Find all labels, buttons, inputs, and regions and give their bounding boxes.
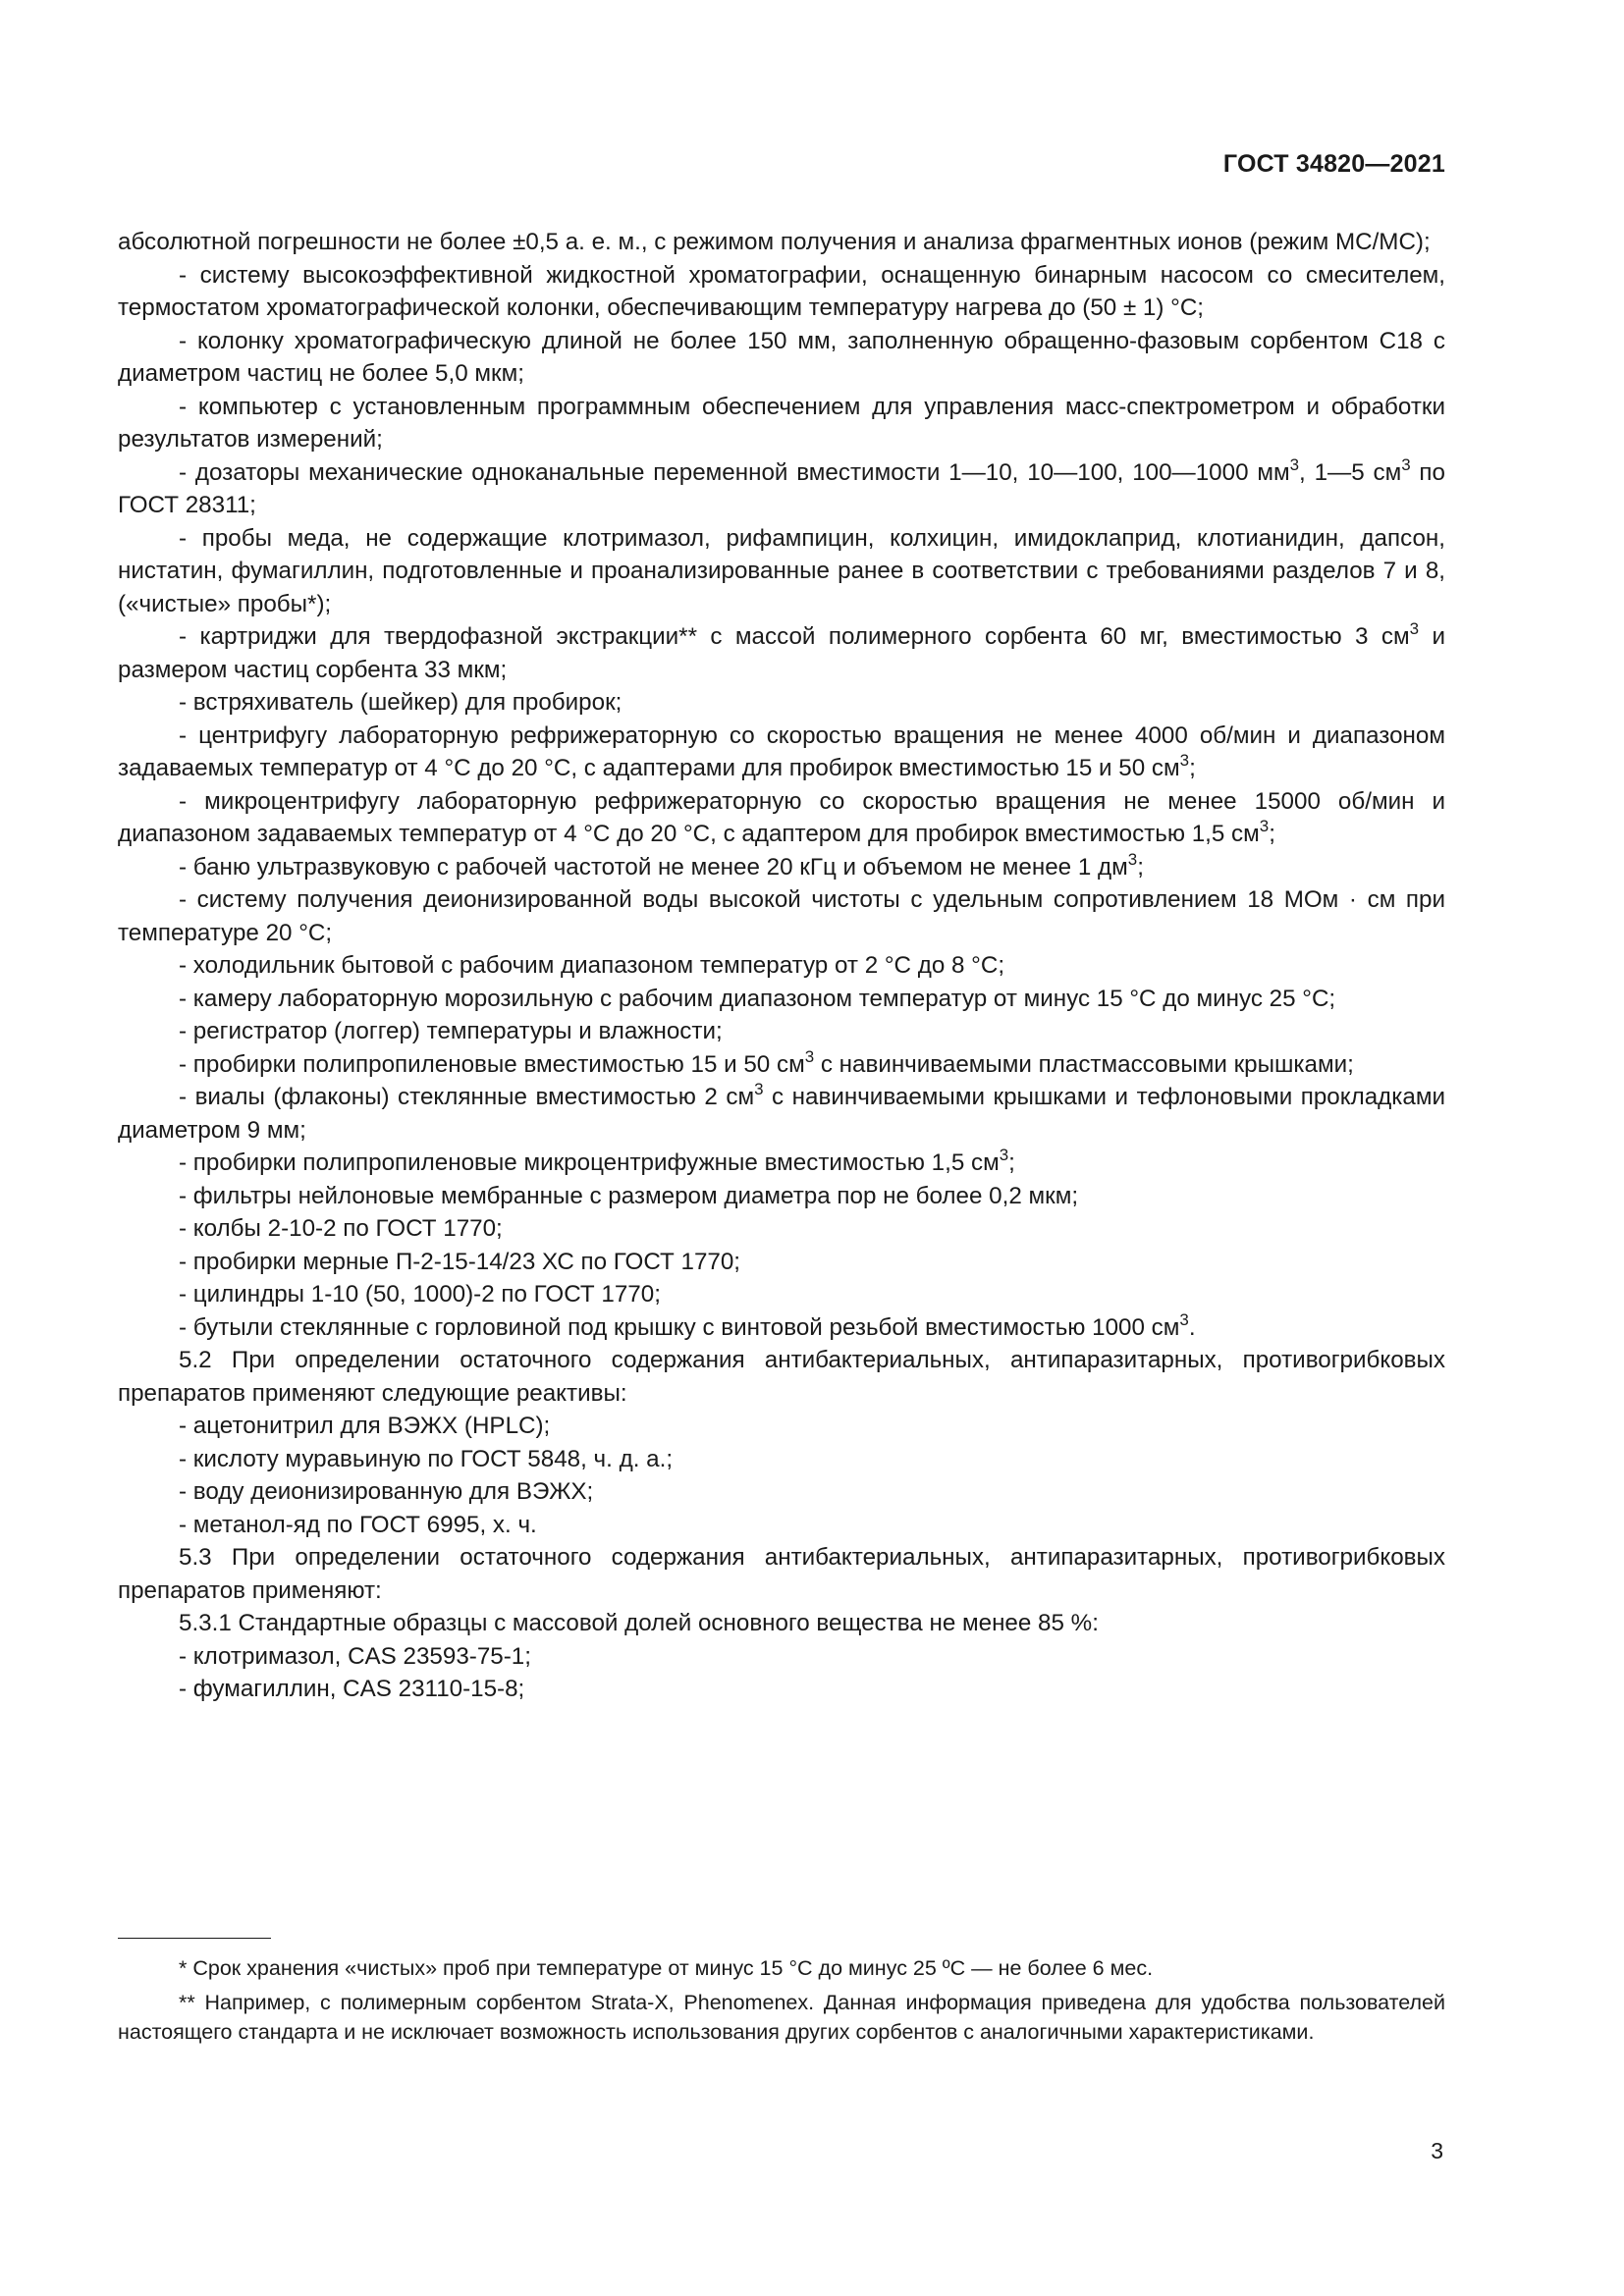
body-paragraph: - кислоту муравьиную по ГОСТ 5848, ч. д. а.; <box>179 1445 674 1472</box>
body-paragraph: - систему получения деионизированной воды высокой чистоты с удельным сопротивлением 18 МОм · см при температуре 20 °С; <box>118 886 1445 946</box>
body-paragraph: - пробирки полипропиленовые вместимостью 15 и 50 $см^3$ с навинчиваемыми пластмассовыми крышками; <box>179 1046 1354 1078</box>
body-paragraph: - клотримазол, CAS 23593-75-1; <box>179 1642 531 1670</box>
body-paragraph: - пробирки полипропиленовые микроцентрифужные вместимостью 1,5 $см^3$; <box>179 1145 1015 1176</box>
body-paragraph: - цилиндры 1-10 (50, 1000)-2 по ГОСТ 1770; <box>179 1281 661 1308</box>
body-paragraph: - пробы меда, не содержащие клотримазол, рифампицин, колхицин, имидоклаприд, клотианидин, дапсон, нистатин, фумагиллин, подготовленные и проанализированные ранее в соответствии с требованиями разделов 7 и 8, («чистые» пробы*); <box>118 524 1445 617</box>
body-paragraph: - картриджи для твердофазной экстракции** с массой полимерного сорбента 60 мг, вместимостью 3 $см^3$ и размером частиц сорбента 33 мкм; <box>118 618 1446 683</box>
page-number: 3 <box>1431 2138 1443 2163</box>
body-paragraph: - фумагиллин, CAS 23110-15-8; <box>179 1676 525 1702</box>
body-paragraph: абсолютной погрешности не более ±0,5 а. е. м., с режимом получения и анализа фрагментных ионов (режим МС/МС); <box>118 229 1431 255</box>
body-paragraph: - компьютер с установленным программным обеспечением для управления масс-спектрометром и обработки результатов измерений; <box>118 393 1445 453</box>
footnote: * Срок хранения «чистых» проб при температуре от минус 15 °С до минус 25 ºС — не более 6 мес. <box>179 1956 1154 1980</box>
body-paragraph: - ацетонитрил для ВЭЖХ (HPLC); <box>179 1413 551 1439</box>
body-paragraph: - камеру лабораторную морозильную с рабочим диапазоном температур от минус 15 °С до минус 25 °С; <box>179 985 1336 1012</box>
body-paragraph: - баню ультразвуковую с рабочей частотой не менее 20 кГц и объемом не менее 1 $дм^3$; <box>179 849 1144 881</box>
body-paragraph: - регистратор (логгер) температуры и влажности; <box>179 1018 723 1044</box>
body-paragraph: - пробирки мерные П-2-15-14/23 ХС по ГОСТ 1770; <box>179 1248 741 1275</box>
body-paragraph: - холодильник бытовой с рабочим диапазоном температур от 2 °С до 8 °С; <box>179 952 1005 979</box>
body-paragraph: - метанол-яд по ГОСТ 6995, х. ч. <box>179 1511 537 1538</box>
body-paragraph: - дозаторы механические одноканальные переменной вместимости 1—10, 10—100, 100—1000 $мм^3$, 1—5 $см^3$ по ГОСТ 28311; <box>118 454 1445 518</box>
footnotes <box>118 1953 1445 2052</box>
body-paragraph: - воду деионизированную для ВЭЖХ; <box>179 1478 594 1505</box>
body-paragraph: - систему высокоэффективной жидкостной хроматографии, оснащенную бинарным насосом со смесителем, термостатом хроматографической колонки, обеспечивающим температуру нагрева до (50 ± 1) °С; <box>118 261 1445 321</box>
body-paragraph: - центрифугу лабораторную рефрижераторную со скоростью вращения не менее 4000 об/мин и диапазоном задаваемых температур от 4 °С до 20 °С, с адаптерами для пробирок вместимостью 15 и 50 $см^3$; <box>118 721 1445 781</box>
body-paragraph: 5.3.1 Стандартные образцы с массовой долей основного вещества не менее 85 %: <box>179 1610 1099 1636</box>
body-paragraph: - микроцентрифугу лабораторную рефрижераторную со скоростью вращения не менее 15000 об/мин и диапазоном задаваемых температур от 4 °С до 20 °С, с адаптером для пробирок вместимостью 1,5 $см^3$; <box>118 787 1445 847</box>
body-paragraph: 5.3 При определении остаточного содержания антибактериальных, антипаразитарных, противогрибковых препаратов применяют: <box>118 1544 1445 1604</box>
document-header-standard-id: ГОСТ 34820—2021 <box>1222 150 1445 178</box>
body-paragraph: - виалы (флаконы) стеклянные вместимостью 2 $см^3$ с навинчиваемыми крышками и тефлоновыми прокладками диаметром 9 мм; <box>118 1079 1445 1144</box>
body-paragraph: - бутыли стеклянные с горловиной под крышку с винтовой резьбой вместимостью 1000 $см^3$. <box>179 1309 1196 1341</box>
body-paragraph: - колонку хроматографическую длиной не более 150 мм, заполненную обращенно-фазовым сорбентом С18 с диаметром частиц не более 5,0 мкм; <box>118 327 1445 387</box>
body-paragraph: - фильтры нейлоновые мембранные с размером диаметра пор не более 0,2 мкм; <box>179 1182 1079 1209</box>
body-paragraph: - встряхиватель (шейкер) для пробирок; <box>179 689 623 716</box>
footnote-separator <box>118 1938 271 1939</box>
footnote: ** Например, с полимерным сорбентом Strata-X, Phenomenex. Данная информация приведена для удобства пользователей настоящего стандарта и не исключает возможность использования других сорбентов с аналогичными характеристиками. <box>118 1991 1445 2044</box>
body-paragraph: - колбы 2-10-2 по ГОСТ 1770; <box>179 1215 503 1242</box>
document-body <box>118 226 1445 1706</box>
body-paragraph: 5.2 При определении остаточного содержания антибактериальных, антипаразитарных, противогрибковых препаратов применяют следующие реактивы: <box>118 1347 1445 1407</box>
